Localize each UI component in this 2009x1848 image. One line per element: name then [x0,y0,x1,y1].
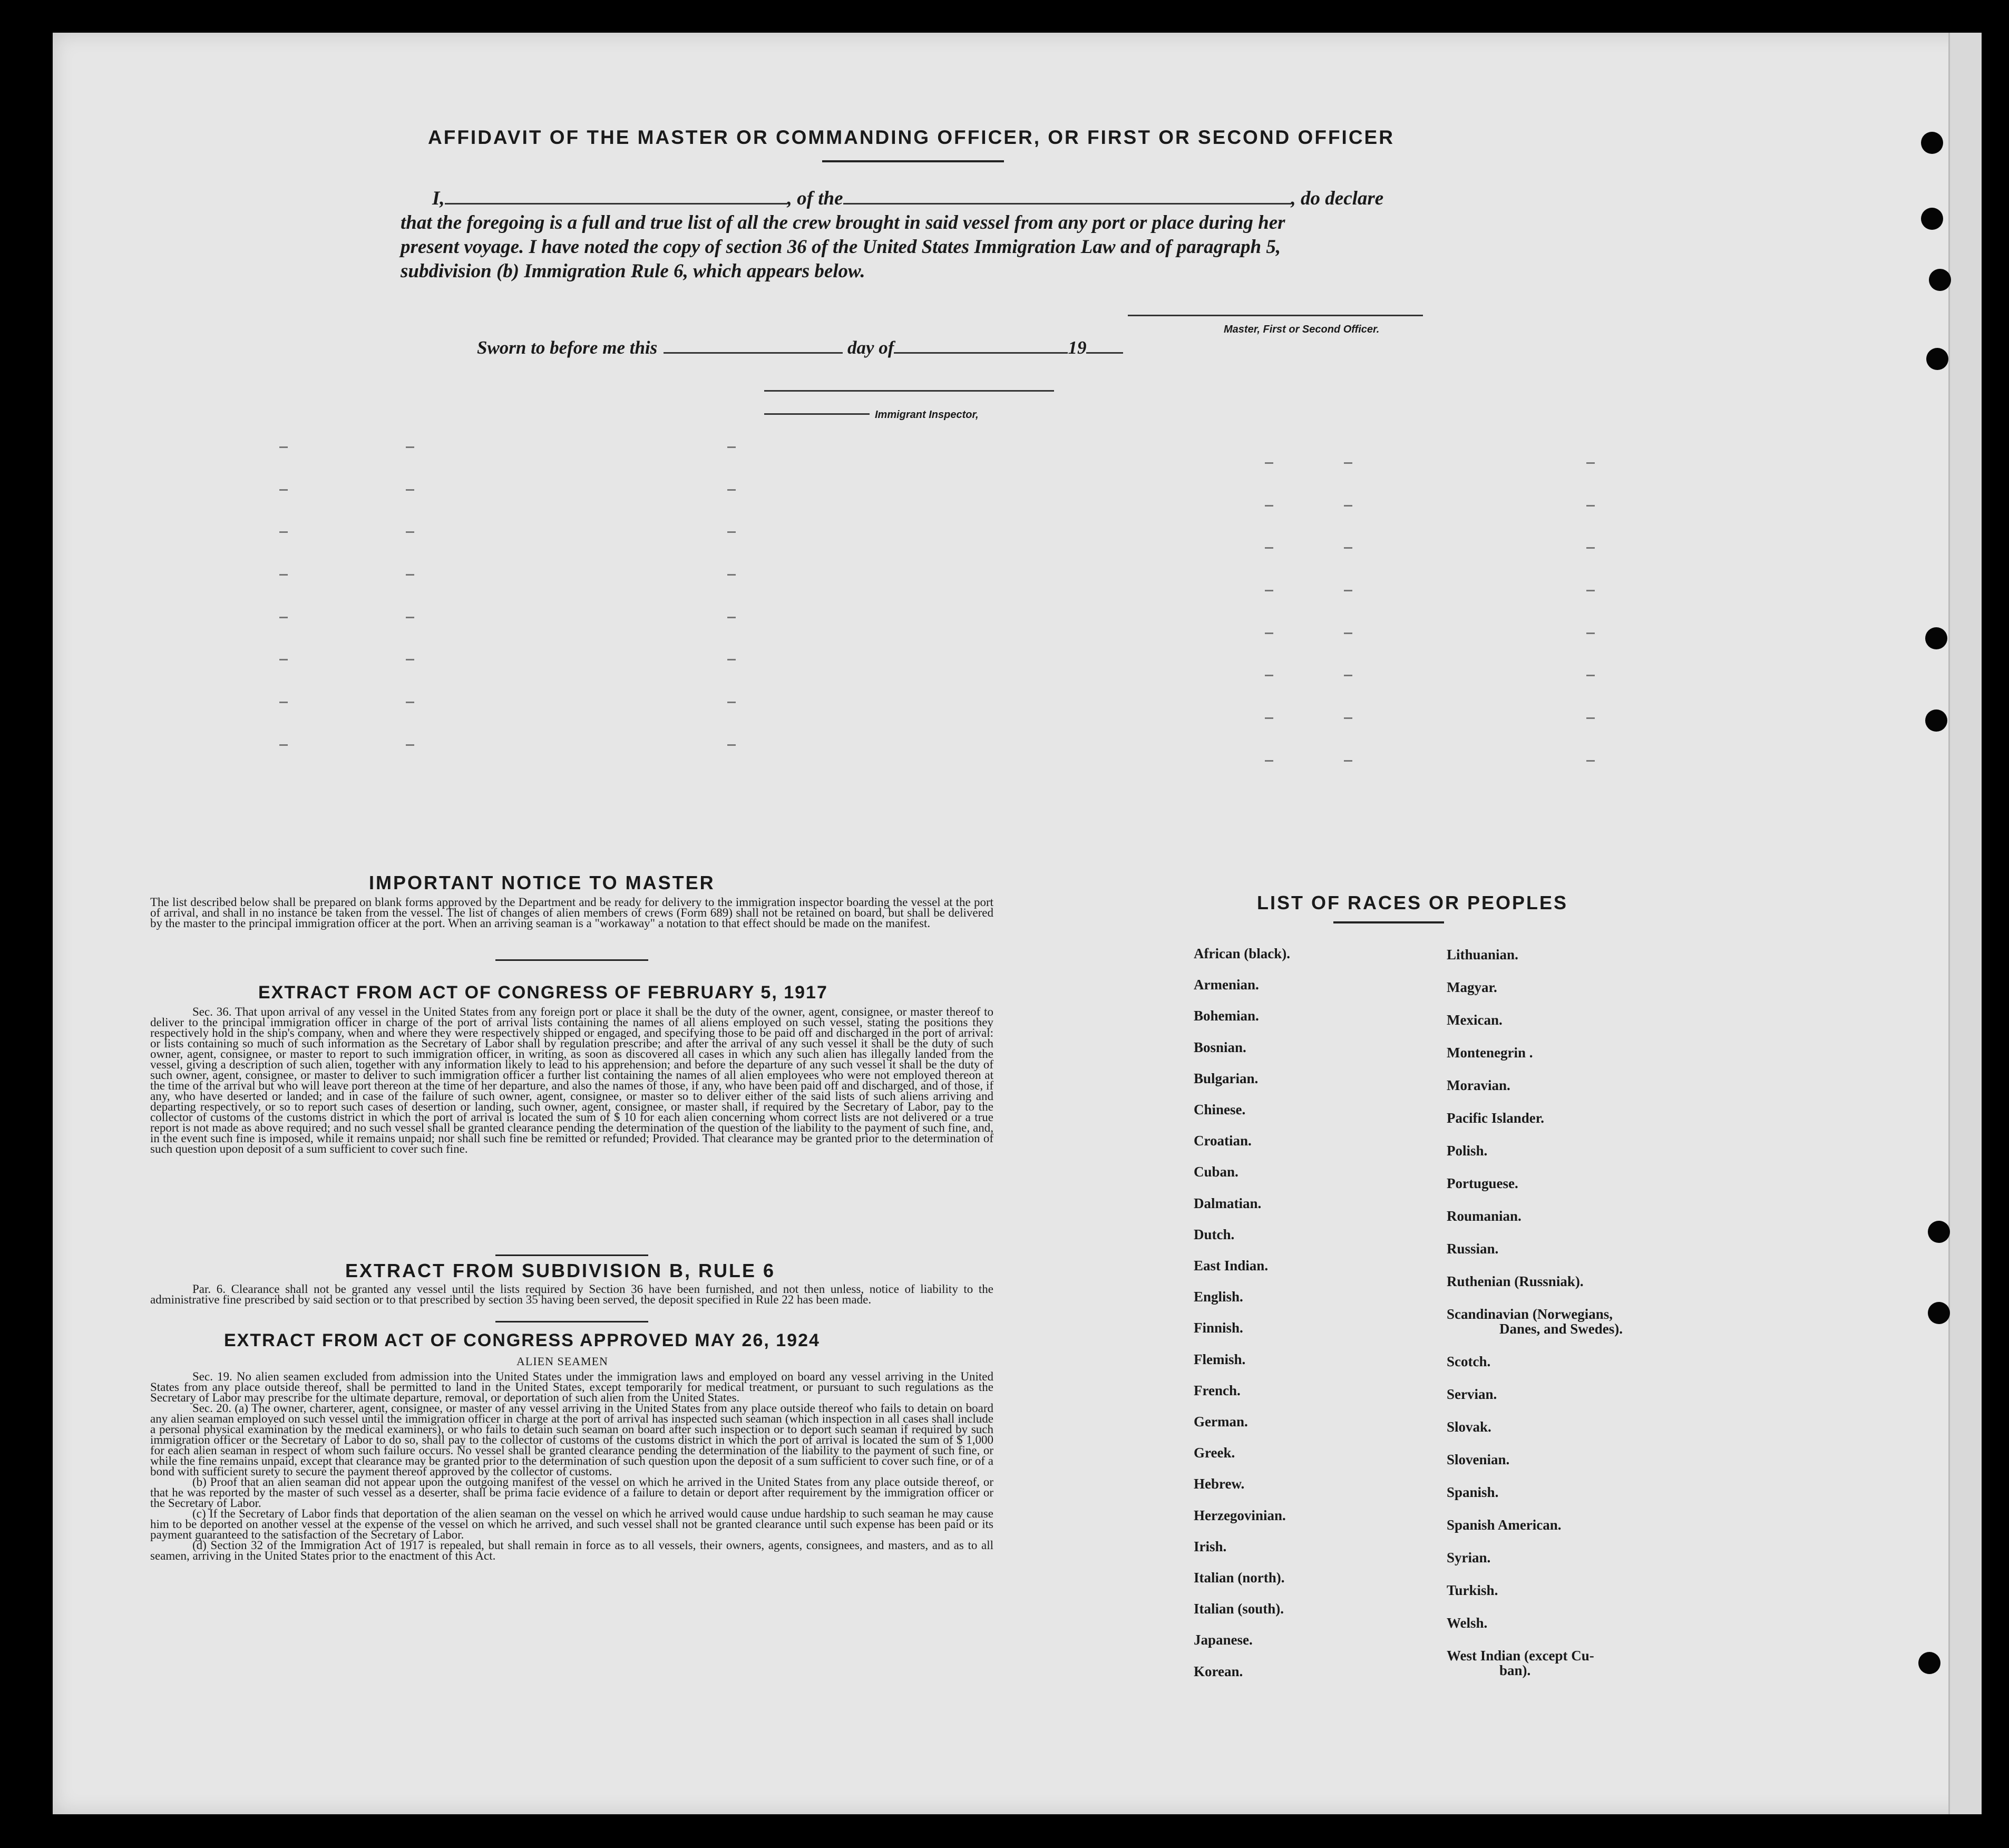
punch-hole [1921,208,1943,230]
race-item: Syrian. [1447,1550,1491,1565]
race-item: Turkish. [1447,1582,1498,1598]
vessel-field[interactable] [843,203,1291,205]
race-item: Polish. [1447,1143,1488,1159]
race-item: Mexican. [1447,1012,1503,1028]
race-item: Ruthenian (Russniak). [1447,1273,1584,1289]
race-item: Montenegrin . [1447,1045,1533,1061]
extract-1924-body [150,1372,993,1561]
extract-1924-title: EXTRACT FROM ACT OF CONGRESS APPROVED MAY 26, 1924 [224,1330,820,1350]
race-item: African (black). [1194,946,1290,961]
race-item: Portuguese. [1447,1175,1518,1191]
race-item: Servian. [1447,1386,1497,1402]
form-sheet [53,33,1982,1814]
title-rule [822,160,1004,162]
race-item: Spanish American. [1447,1517,1562,1533]
notice-rule [495,959,648,961]
race-item: Armenian. [1194,977,1259,993]
inspector-signature-field[interactable] [764,413,870,415]
race-item: Welsh. [1447,1615,1488,1631]
race-item: Dalmatian. [1194,1195,1262,1211]
race-item: Lithuanian. [1447,947,1518,962]
extract-1917-body: Sec. 36. That upon arrival of any vessel in the United States from any foreign port or place it shall be the duty of the owner, agent, consignee, or master thereof to deliver to the principal immigration officer in charge of the port of arrival lists containing the names of all aliens employed on such vessel, stating the positions they respectively hold in the ship's company, when and where they were respectively shipped or engaged, and specifying those to be paid off and discharged in the port of arrival: or lists containing so much of such information as the Secretary of Labor shall by regulation prescribe; and after the arrival of any such vessel it shall be the duty of such owner, agent, consignee, or master to report to such immigration officer, in writing, as soon as discovered all cases in which any such alien has illegally landed from the vessel, giving a description of such alien, together with any information likely to lead to his apprehension; and before the departure of any such vessel it shall be the duty of such owner, agent, consignee, or master to deliver to such immigration officer a further list containing the names of all alien employees who were not employed thereon at the time of the arrival but who will leave port thereon at the time of her departure, and also the names of those, if any, who have been paid off and discharged, and of those, if any, who have deserted or landed; and in case of the failure of such owner, agent, consignee, or master so to deliver either of the said lists of such aliens arriving and departing respectively, or so to report such cases of desertion or landing, such owner, agent, consignee, or master shall, if required by the Secretary of Labor, pay to the collector of customs of the customs district in which the port of arrival is located the sum of $ 10 for each alien concerning whom correct lists are not delivered or a true report is not made as above required; and no such vessel shall be granted clearance pending the determination of the question of the liability to the payment of such fine, and, in the event such fine is imposed, while it remains unpaid; nor shall such fine be remitted or refunded; Provided. That clearance may be granted prior to the determination of such question upon deposit of a sum sufficient to cover such fine. [150,1005,993,1155]
i-label: I, [432,188,445,209]
master-caption: Master, First or Second Officer. [1224,324,1380,335]
punch-hole [1926,348,1948,370]
race-item: Magyar. [1447,979,1497,995]
race-item: Slovenian. [1447,1452,1510,1467]
race-item: Irish. [1194,1538,1227,1554]
extract-1917-title: EXTRACT FROM ACT OF CONGRESS OF FEBRUARY 5, 1917 [258,983,828,1003]
year-prefix: 19 [1068,337,1087,358]
affidavit-title: AFFIDAVIT OF THE MASTER OR COMMANDING OFFICER, OR FIRST OR SECOND OFFICER [428,127,1394,148]
race-item: Croatian. [1194,1133,1252,1149]
race-item: Italian (north). [1194,1570,1285,1586]
race-item: Finnish. [1194,1320,1243,1336]
sworn-label: Sworn to before me this [477,337,658,358]
extract-1924-sec20b: (b) Proof that an alien seaman did not appear upon the outgoing manifest of the vessel on which he arrived in the United States from any place outside thereof, or that he was reported by the master of such vessel as a deserter, shall be prima facie evidence of a failure to detain or deport after requirement by the immigration officer or the Secretary of Labor. [150,1475,993,1510]
year-field[interactable] [1086,352,1123,354]
races-title: LIST OF RACES OR PEOPLES [1257,892,1568,913]
race-item: Bohemian. [1194,1008,1259,1024]
name-field[interactable] [445,203,787,205]
inspector-caption: Immigrant Inspector, [875,409,979,421]
race-item: Moravian. [1447,1077,1510,1093]
race-item: Greek. [1194,1445,1235,1461]
races-rule [1333,921,1444,923]
extract-1924-sec20d: (d) Section 32 of the Immigration Act of 1917 is repealed, but shall remain in force as to all vessels, their owners, agents, consignees, and masters, and as to all seamen, arriving in the United States prior to the enactment of this Act. [150,1539,993,1562]
race-item: Slovak. [1447,1419,1491,1435]
month-field[interactable] [894,352,1068,354]
punch-hole [1929,269,1951,291]
punch-hole [1925,627,1947,649]
affidavit-text [401,187,1486,284]
do-declare-label: , do declare [1291,188,1384,209]
extract-1924-sec19: Sec. 19. No alien seamen excluded from admission into the United States under the immigration laws and employed on board any vessel arriving in the United States from any place outside thereof, shall be permitted to land in the United States, except temporarily for medical treatment, or pursuant to such regulations as the Secretary of Labor may prescribe for the ultimate departure, removal, or deportation of such alien from the United States. [150,1370,993,1404]
punch-hole [1925,709,1947,732]
race-item: Korean. [1194,1663,1243,1679]
extract-1917-rule [495,1254,648,1256]
punch-hole [1928,1221,1950,1243]
notice-body: The list described below shall be prepared on blank forms approved by the Department and be ready for delivery to the immigration inspector boarding the vessel at the port of arrival, and shall in no instance be taken from the vessel. The list of changes of alien members of crews (Form 689) shall not be retained on board, but shall be delivered by the master to the principal immigration officer at the port. When an arriving seaman is a "workaway" a notation to that effect should be made on the manifest. [150,896,993,930]
race-item: Scandinavian (Norwegians, [1447,1306,1613,1322]
sworn-date-field[interactable] [664,352,843,354]
race-item: Danes, and Swedes). [1499,1321,1623,1337]
race-item: Bosnian. [1194,1039,1246,1055]
race-item: Cuban. [1194,1164,1238,1180]
affidavit-line-2: that the foregoing is a full and true list of all the crew brought in said vessel from any port or place during her [401,212,1285,234]
rule6-rule [495,1321,648,1322]
race-item: Bulgarian. [1194,1070,1259,1086]
rule6-title: EXTRACT FROM SUBDIVISION B, RULE 6 [345,1260,776,1281]
affidavit-line-3: present voyage. I have noted the copy of section 36 of the United States Immigration Law and of paragraph 5, [401,236,1281,258]
race-item: Flemish. [1194,1351,1246,1367]
race-item: Japanese. [1194,1632,1253,1648]
race-item: Pacific Islander. [1447,1110,1544,1126]
race-item: Hebrew. [1194,1476,1245,1492]
extract-1924-sec20a: Sec. 20. (a) The owner, charterer, agent, consignee, or master of any vessel arriving in the United States from any place outside thereof who fails to detain on board any alien seaman employed on such vessel until the immigration officer in charge at the port of arrival has inspected such seaman (which inspection in all cases shall include a personal physical examination by the medical examiners), or who fails to detain such seaman on board after such inspection or to deport such seaman if required by such immigration officer or the Secretary of Labor to do so, shall pay to the collector of customs of the customs district in which the port of arrival is located the sum of $ 1,000 for each alien seaman in respect of whom such failure occurs. No vessel shall be granted clearance pending the determination of the liability to the payment of such fine, or while the fine remains unpaid, except that clearance may be granted prior to the determination of such question upon the deposit of a sum sufficient to cover such fine, or of a bond with sufficient surety to secure the payment thereof approved by the collector of customs. [150,1402,993,1478]
of-the-label: , of the [787,188,843,209]
race-item: Dutch. [1194,1226,1235,1242]
race-item: Russian. [1447,1241,1499,1257]
race-item: Scotch. [1447,1354,1491,1369]
rule6-body: Par. 6. Clearance shall not be granted any vessel until the lists required by Section 36 have been furnished, and not then unless, notice of liability to the administrative fine prescribed by said section or to that prescribed by section 35 having been served, the deposit specified in Rule 22 has been made. [150,1282,993,1306]
page-edge [1948,33,1982,1814]
race-item: French. [1194,1382,1241,1398]
race-item: Italian (south). [1194,1601,1284,1617]
notice-title: IMPORTANT NOTICE TO MASTER [369,872,715,893]
inspector-signature-top-line [764,390,1054,392]
extract-1924-subtitle: ALIEN SEAMEN [516,1355,608,1368]
punch-hole [1921,132,1943,154]
race-item: Spanish. [1447,1484,1499,1500]
sworn-line [477,337,1123,358]
race-item: Roumanian. [1447,1208,1522,1224]
race-item: English. [1194,1289,1243,1305]
race-item: German. [1194,1414,1248,1429]
day-of-label: day of [847,337,894,358]
race-item: Chinese. [1194,1102,1246,1117]
race-item: Herzegovinian. [1194,1507,1286,1523]
race-item: ban). [1499,1662,1531,1678]
punch-hole [1918,1652,1940,1674]
punch-hole [1928,1302,1950,1324]
affidavit-line-4: subdivision (b) Immigration Rule 6, which appears below. [401,260,865,282]
master-signature-field[interactable] [1128,315,1423,316]
extract-1924-sec20c: (c) If the Secretary of Labor finds that deportation of the alien seaman on the vessel on which he arrived would cause undue hardship to such seaman he may cause him to be deported on another vessel at the expense of the vessel on which he arrived, and such vessel shall not be granted clearance until such expense has been paid or its payment guaranteed to the satisfaction of the Secretary of Labor. [150,1507,993,1541]
race-item: West Indian (except Cu- [1447,1648,1594,1664]
race-item: East Indian. [1194,1258,1269,1273]
